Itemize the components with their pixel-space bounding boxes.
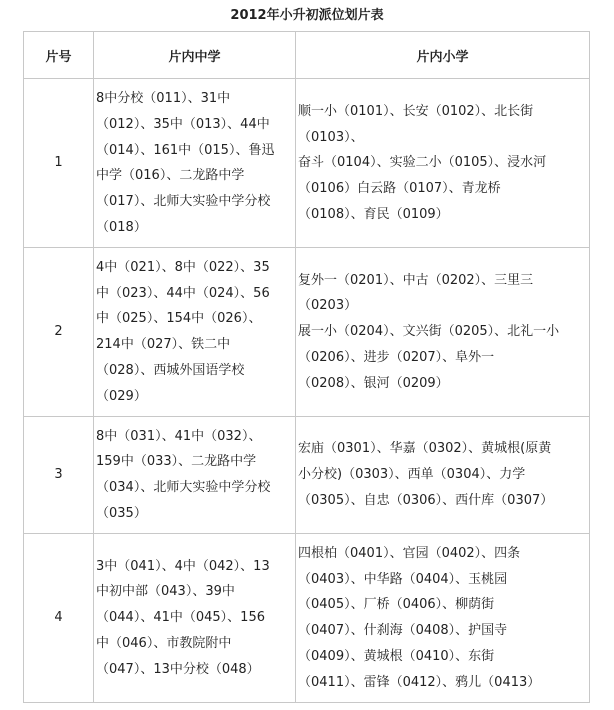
primary-school-line: （0407）、什刹海（0408）、护国寺 [298,623,508,639]
primary-schools-cell [296,247,590,416]
middle-school-line: （029） [96,388,147,404]
primary-schools-cell [296,416,590,533]
middle-school-line: 中（025）、154中（026）、 [96,311,262,327]
district-number: 3 [24,416,94,533]
primary-school-line: 奋斗（0104）、实验二小（0105）、浸水河 [298,155,547,171]
middle-school-line: 214中（027）、铁二中 [96,337,231,353]
primary-school-line: （0409）、黄城根（0410）、东街 [298,648,495,664]
primary-school-line: 小分校)（0303）、西单（0304）、力学 [298,467,526,483]
middle-school-line: （034）、北师大实验中学分校 [96,480,271,496]
middle-school-line: 中（023）、44中（024）、56 [96,285,270,301]
middle-school-line: （044）、41中（045）、156 [96,610,265,626]
middle-school-line: 中学（016）、二龙路中学 [96,168,245,184]
middle-school-line: 中（046）、市教院附中 [96,636,232,652]
middle-schools-cell [94,79,296,248]
middle-school-line: 中初中部（043）、39中 [96,584,235,600]
primary-school-line: 复外一（0201）、中古（0202）、三里三 [298,272,534,288]
primary-school-line: （0405）、厂桥（0406）、柳荫街 [298,597,495,613]
middle-school-line: （017）、北师大实验中学分校 [96,194,271,210]
middle-school-line: 159中（033）、二龙路中学 [96,454,257,470]
header-middle-schools: 片内中学 [94,32,296,79]
primary-school-line: （0108）、育民（0109） [298,207,449,223]
middle-school-line: 3中（041）、4中（042）、13 [96,558,270,574]
header-district-number: 片号 [24,32,94,79]
middle-school-line: （014）、161中（015）、鲁迅 [96,142,275,158]
table-row [24,79,590,248]
primary-school-line: （0403）、中华路（0404）、玉桃园 [298,571,508,587]
middle-school-line: 8中（031）、41中（032）、 [96,428,262,444]
primary-school-line: （0106）白云路（0107）、青龙桥 [298,181,501,197]
primary-school-line: （0208）、银河（0209） [298,375,449,391]
middle-school-line: （047）、13中分校（048） [96,661,260,677]
district-table [23,31,590,703]
primary-schools-cell [296,79,590,248]
primary-school-line: （0206）、进步（0207）、阜外一 [298,350,495,366]
primary-school-line: 展一小（0204）、文兴街（0205）、北礼一小 [298,324,560,340]
middle-school-line: 8中分校（011）、31中 [96,91,231,106]
primary-schools-cell [296,533,590,702]
middle-school-line: 4中（021）、8中（022）、35 [96,259,270,275]
table-row [24,533,590,702]
middle-schools-cell [94,533,296,702]
header-row [24,32,590,79]
middle-school-line: （028）、西城外国语学校 [96,362,245,378]
middle-school-line: （035） [96,505,147,521]
district-number: 4 [24,533,94,702]
primary-school-line: （0305）、自忠（0306）、西什库（0307） [298,493,554,509]
header-primary-schools: 片内小学 [296,32,590,79]
primary-school-line: （0203） [298,298,358,314]
table-title: 2012年小升初派位划片表 [230,8,384,23]
primary-school-line: 宏庙（0301）、华嘉（0302）、黄城根(原黄 [298,441,552,457]
primary-school-line: 四根柏（0401）、官园（0402）、四条 [298,545,521,561]
district-number: 2 [24,247,94,416]
primary-school-line: 顺一小（0101）、长安（0102）、北长街 [298,103,534,119]
middle-schools-cell [94,247,296,416]
middle-school-line: （018） [96,219,147,235]
table-row [24,416,590,533]
middle-schools-cell [94,416,296,533]
primary-school-line: （0411）、雷锋（0412）、鸦儿（0413） [298,674,541,690]
table-row [24,247,590,416]
district-number: 1 [24,79,94,248]
middle-school-line: （012）、35中（013）、44中 [96,116,270,132]
primary-school-line: （0103）、 [298,129,364,145]
